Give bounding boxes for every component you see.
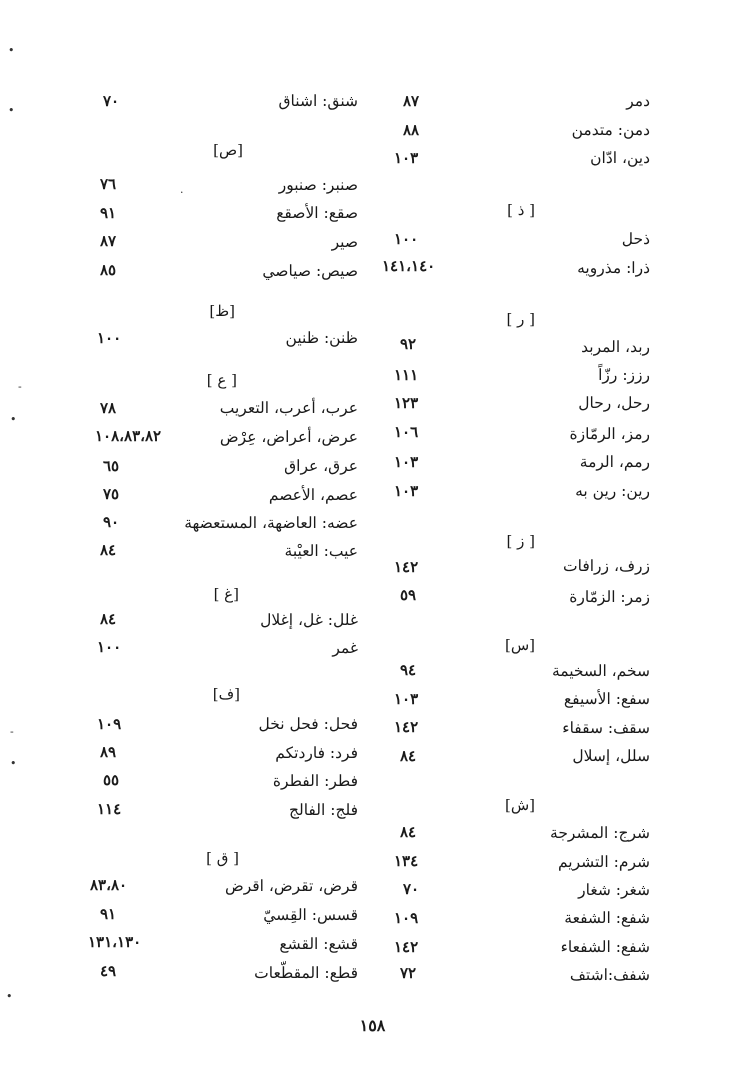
scan-speck: • — [10, 757, 17, 770]
index-term: شفف:اشتف — [569, 966, 650, 984]
index-term: قرض، تقرض، اقرض — [224, 877, 358, 895]
index-page-ref: ٩١ — [100, 905, 117, 923]
index-term: زمر: الزمّارة — [569, 588, 650, 606]
index-term: شنق: اشناق — [278, 92, 358, 110]
index-term: رمم، الرمة — [579, 453, 650, 471]
letter-header: [ ع ] — [206, 371, 237, 389]
index-term: شغر: شغار — [578, 881, 650, 899]
index-page-ref: ٧٨ — [100, 399, 117, 417]
index-page-ref: ٩٤ — [400, 661, 417, 679]
index-term: عضه: العاضهة، المستعضهة — [184, 514, 358, 532]
index-term: ربد، المربد — [581, 338, 650, 356]
letter-header: [ ذ ] — [507, 201, 535, 219]
index-page-ref: ٧٠ — [403, 880, 420, 898]
letter-header: [س] — [504, 636, 535, 654]
index-page-ref: ٩١ — [100, 204, 117, 222]
index-page-ref: ٨٧ — [100, 232, 117, 250]
index-term: قشع: القشع — [279, 935, 358, 953]
index-term: قسس: القِسيّ — [263, 906, 358, 924]
index-term: شرج: المشرجة — [550, 824, 650, 842]
index-term: شفع: الشفعاء — [560, 938, 650, 956]
scan-speck: - — [10, 725, 14, 738]
index-page-ref: ١٠٣ — [394, 690, 419, 708]
index-page-ref: ١١٤ — [97, 800, 122, 818]
index-page-ref: ٨٥ — [100, 261, 117, 279]
index-term: فرد: فاردتكم — [275, 744, 358, 762]
letter-header: [ ر ] — [506, 310, 535, 328]
index-page-ref: ١٠٩ — [97, 715, 122, 733]
letter-header: [ش] — [504, 796, 535, 814]
scan-speck: - — [18, 380, 22, 393]
letter-header: [ ق ] — [206, 849, 239, 867]
index-page-ref: ١٠٣ — [394, 482, 419, 500]
index-term: صنبر: صنبور — [278, 176, 358, 194]
scan-speck: • — [8, 104, 15, 117]
index-term: صقع: الأصقع — [276, 204, 358, 222]
index-term: سقف: سقفاء — [562, 719, 650, 737]
index-term: غمر — [332, 639, 358, 657]
index-page-ref: ٧٥ — [103, 485, 120, 503]
index-term: سلل، إسلال — [572, 747, 650, 765]
index-page-ref: ٨٤ — [100, 610, 117, 628]
scan-speck: • — [8, 44, 15, 57]
index-term: ظنن: ظنين — [285, 329, 358, 347]
index-term: رمز، الرمّازة — [569, 425, 650, 443]
index-term: فطر: الفطرة — [272, 772, 358, 790]
index-page-ref: ٥٩ — [400, 586, 417, 604]
index-page-ref: ٨٤ — [400, 747, 417, 765]
index-page-ref: ٩٢ — [400, 335, 417, 353]
index-term: سفع: الأسيفع — [563, 690, 650, 708]
index-term: دين، ادّان — [590, 149, 650, 167]
page-number: ١٥٨ — [359, 1016, 386, 1035]
index-page-ref: ١٤١،١٤٠ — [382, 257, 436, 275]
index-page-ref: ٨٣،٨٠ — [90, 876, 128, 894]
index-page-ref: ٦٥ — [103, 457, 120, 475]
index-term: رحل، رحال — [578, 394, 650, 412]
index-term: صيص: صياصي — [262, 262, 358, 280]
index-page-ref: ٨٩ — [100, 743, 117, 761]
index-term: غلل: غل، إغلال — [260, 611, 358, 629]
letter-header: [ظ] — [209, 302, 235, 320]
index-term: زرف، زرافات — [563, 557, 650, 575]
index-page-ref: ٨٨ — [403, 121, 420, 139]
index-page-ref: ٧٢ — [400, 964, 417, 982]
index-page-ref: ١٤٢ — [394, 558, 419, 576]
letter-header: [غ ] — [213, 585, 239, 603]
index-page-ref: ٨٤ — [100, 541, 117, 559]
index-term: عصم، الأعصم — [268, 486, 358, 504]
index-term: فلج: الفالج — [288, 801, 358, 819]
scan-speck: • — [10, 413, 17, 426]
index-page-ref: ١٣٤ — [394, 852, 419, 870]
index-term: عرض، أعراض، عِرْض — [219, 428, 358, 446]
index-term: رين: رين به — [575, 482, 650, 500]
index-page-ref: ٨٤ — [400, 823, 417, 841]
index-page-ref: ١٠٩ — [394, 909, 419, 927]
index-page-ref: ١٠٦ — [394, 423, 419, 441]
index-term: شفع: الشفعة — [564, 909, 650, 927]
index-page-ref: ١٠٣ — [394, 453, 419, 471]
index-term: دمن: متدمن — [571, 121, 650, 139]
scan-speck: · — [180, 186, 184, 199]
index-page-ref: ١٠٣ — [394, 149, 419, 167]
index-term: فحل: فحل نخل — [258, 715, 358, 733]
index-term: سخم، السخيمة — [551, 662, 650, 680]
index-page-ref: ٩٠ — [103, 513, 120, 531]
index-page-ref: ١٤٢ — [394, 938, 419, 956]
letter-header: [ص] — [213, 141, 243, 159]
index-page-ref: ٤٩ — [100, 962, 117, 980]
letter-header: [ف] — [212, 685, 240, 703]
index-term: عيب: العيْبة — [284, 542, 358, 560]
index-term: دمر — [626, 92, 650, 110]
scan-speck: • — [6, 990, 13, 1003]
index-page-ref: ٥٥ — [103, 771, 120, 789]
index-term: صير — [331, 233, 358, 251]
index-term: قطع: المقطّعات — [254, 964, 358, 982]
index-term: ذرا: مذرويه — [577, 259, 650, 277]
index-term: عرب، أعرب، التعريب — [219, 399, 358, 417]
letter-header: [ ز ] — [506, 532, 535, 550]
index-page-ref: ١٣١،١٣٠ — [88, 933, 142, 951]
index-page-ref: ١١١ — [394, 366, 419, 384]
index-term: شرم: التشريم — [557, 853, 650, 871]
index-page-ref: ٧٠ — [103, 92, 120, 110]
index-page-ref: ٧٦ — [100, 175, 117, 193]
index-page-ref: ١٠٠ — [97, 638, 122, 656]
index-page-ref: ٨٧ — [403, 92, 420, 110]
index-term: رزز: رزّاً — [598, 366, 650, 384]
index-page-ref: ١٤٢ — [394, 718, 419, 736]
index-page-ref: ١٠٠ — [97, 329, 122, 347]
index-page-ref: ١٠٨،٨٣،٨٢ — [95, 427, 162, 445]
index-term: ذحل — [621, 230, 650, 248]
index-page-ref: ١٢٣ — [394, 394, 419, 412]
index-term: عرق، عراق — [284, 457, 358, 475]
index-page-ref: ١٠٠ — [394, 230, 419, 248]
